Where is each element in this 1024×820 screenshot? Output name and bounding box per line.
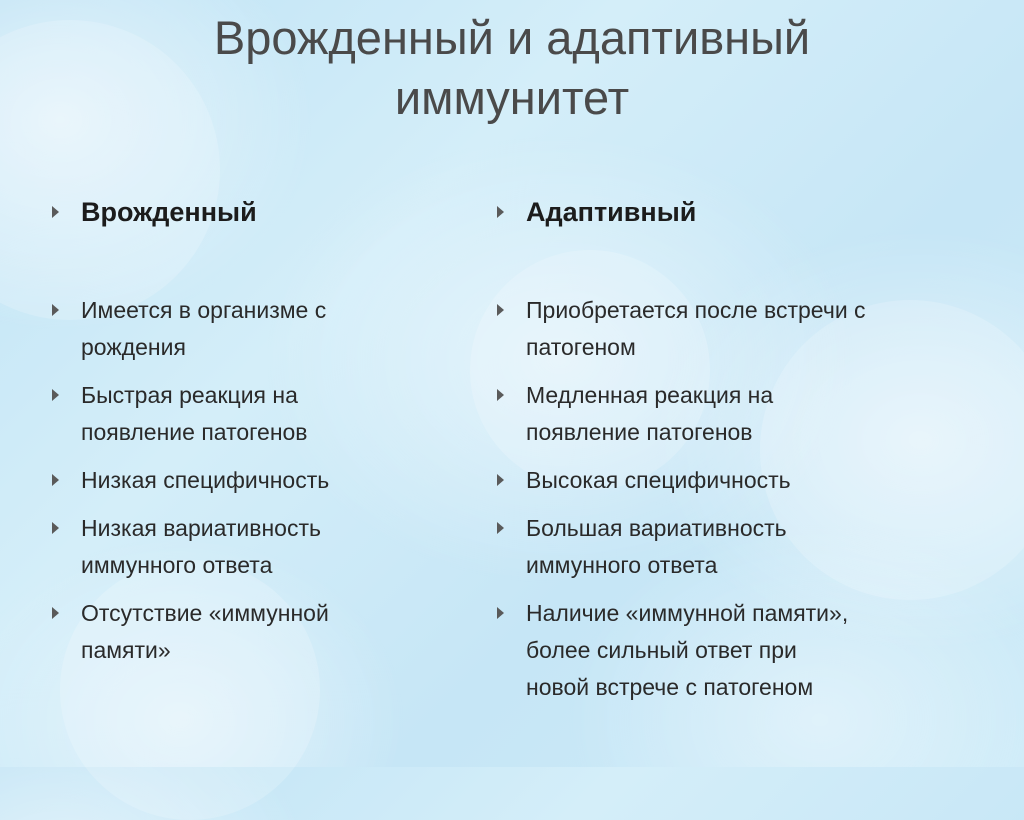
list-item <box>497 462 967 499</box>
list-item <box>52 377 482 451</box>
triangle-right-icon <box>52 389 59 401</box>
triangle-right-icon <box>497 474 504 486</box>
list-item <box>52 292 482 366</box>
list-item-line: памяти» <box>81 637 171 663</box>
column-heading <box>497 190 967 234</box>
triangle-right-icon <box>497 522 504 534</box>
list-item-line: появление патогенов <box>81 419 308 445</box>
list-item-line: Высокая специфичность <box>526 467 791 493</box>
list-item-line: Приобретается после встречи с <box>526 297 866 323</box>
list-item-line: Низкая специфичность <box>81 467 330 493</box>
list-item <box>497 510 967 584</box>
slide-title <box>0 8 1024 128</box>
triangle-right-icon <box>52 304 59 316</box>
triangle-right-icon <box>52 474 59 486</box>
adaptive-bullet-list <box>497 292 967 706</box>
list-item-line: Отсутствие «иммунной <box>81 600 329 626</box>
list-item-line: иммунного ответа <box>81 552 273 578</box>
list-item-line: Имеется в организме с <box>81 297 327 323</box>
slide-title-line-1: Врожденный и адаптивный <box>213 11 811 64</box>
column-heading-text: Врожденный <box>81 197 257 227</box>
triangle-right-icon <box>497 607 504 619</box>
slide-title-line-2: иммунитет <box>394 71 630 124</box>
list-item <box>497 377 967 451</box>
list-item-line: Наличие «иммунной памяти», <box>526 600 849 626</box>
triangle-right-icon <box>52 607 59 619</box>
list-item-line: рождения <box>81 334 186 360</box>
innate-column <box>52 190 482 680</box>
list-item <box>52 510 482 584</box>
list-item-line: Низкая вариативность <box>81 515 321 541</box>
list-item-line: Большая вариативность <box>526 515 787 541</box>
list-item-line: иммунного ответа <box>526 552 718 578</box>
column-heading-text: Адаптивный <box>526 197 697 227</box>
list-item <box>52 462 482 499</box>
list-item <box>497 292 967 366</box>
triangle-right-icon <box>497 389 504 401</box>
list-item <box>52 595 482 669</box>
triangle-right-icon <box>497 206 504 218</box>
triangle-right-icon <box>497 304 504 316</box>
list-item-line: Быстрая реакция на <box>81 382 298 408</box>
column-heading <box>52 190 482 234</box>
list-item-line: появление патогенов <box>526 419 753 445</box>
list-item <box>497 595 967 706</box>
triangle-right-icon <box>52 522 59 534</box>
innate-bullet-list <box>52 292 482 669</box>
adaptive-column <box>497 190 967 717</box>
list-item-line: Медленная реакция на <box>526 382 774 408</box>
list-item-line: более сильный ответ при <box>526 637 797 663</box>
list-item-line: патогеном <box>526 334 636 360</box>
list-item-line: новой встрече с патогеном <box>526 674 814 700</box>
triangle-right-icon <box>52 206 59 218</box>
